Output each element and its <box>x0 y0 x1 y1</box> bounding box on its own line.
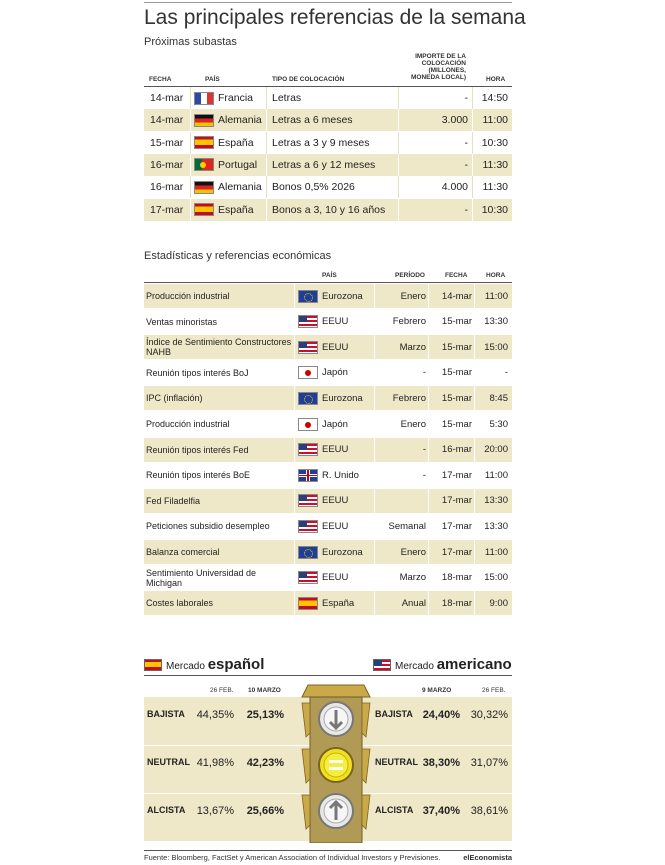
auction-hour: 14:50 <box>481 92 508 104</box>
stats-period: Enero <box>400 546 426 558</box>
auction-type: Letras a 3 y 9 meses <box>272 136 370 149</box>
eu-flag-icon <box>298 546 318 559</box>
stats-header-date: FECHA <box>445 272 468 279</box>
stats-country: Japón <box>322 367 348 379</box>
stats-header-hour: HORA <box>486 272 506 279</box>
stats-hour: 9:00 <box>489 597 508 609</box>
stats-hour: 11:00 <box>484 469 508 481</box>
auctions-header-amount: IMPORTE DE LA COLOCACIÓN (MILLONES, MONEDA LOCAL) <box>410 53 466 81</box>
auction-country: España <box>218 203 254 216</box>
auctions-header-hour: HORA <box>486 76 506 83</box>
stats-hour: 15:00 <box>484 341 508 353</box>
stats-hour: - <box>504 367 508 379</box>
us-flag-icon <box>298 443 318 456</box>
stats-date: 16-mar <box>441 444 472 456</box>
auction-row <box>144 109 512 131</box>
stats-country: EEUU <box>322 520 349 532</box>
es-flag-icon <box>194 136 214 149</box>
auction-amount: 4.000 <box>441 181 468 194</box>
jp-flag-icon <box>298 418 318 431</box>
stats-date: 15-mar <box>441 316 472 328</box>
auction-type: Bonos a 3, 10 y 16 años <box>272 203 386 216</box>
pt-flag-icon <box>194 158 214 171</box>
stats-period: Febrero <box>392 316 426 328</box>
stats-row <box>144 514 512 538</box>
spain-sentiment-label: ALCISTA <box>147 805 186 815</box>
auction-amount: - <box>464 158 468 171</box>
auction-type: Letras <box>272 92 302 104</box>
stats-period: - <box>422 469 426 481</box>
stats-period: Enero <box>400 418 426 430</box>
spain-market-prefix: Mercado <box>166 661 205 672</box>
stats-period: - <box>422 367 426 379</box>
auctions-subtitle: Próximas subastas <box>144 36 237 48</box>
usa-value-prev: 38,61% <box>470 805 508 817</box>
stats-period: Anual <box>401 597 426 609</box>
stats-row <box>144 463 512 487</box>
stats-date: 17-mar <box>441 520 472 532</box>
stats-indicator: Ventas minoristas <box>146 316 218 327</box>
stats-hour: 13:30 <box>484 520 508 532</box>
spain-sentiment-label: NEUTRAL <box>147 757 190 767</box>
stats-period: Febrero <box>392 392 426 404</box>
stats-row <box>144 310 512 334</box>
stats-row <box>144 489 512 513</box>
spain-col-prev: 26 FEB. <box>210 687 234 694</box>
stats-date: 17-mar <box>441 546 472 558</box>
usa-col-prev: 26 FEB. <box>482 687 506 694</box>
usa-value-prev: 31,07% <box>470 757 508 769</box>
stats-date: 17-mar <box>441 469 472 481</box>
auction-date: 15-mar <box>150 136 184 149</box>
stats-period: - <box>422 444 426 456</box>
stats-country: EEUU <box>322 495 349 507</box>
auction-type: Letras a 6 meses <box>272 114 353 127</box>
stats-indicator: Reunión tipos interés BoE <box>146 470 251 481</box>
auction-row <box>144 87 512 109</box>
eu-flag-icon <box>298 392 318 405</box>
markets-rule <box>144 675 512 676</box>
stats-row <box>144 412 512 436</box>
stats-row <box>144 591 512 615</box>
usa-value-curr: 38,30% <box>422 757 460 769</box>
stats-date: 18-mar <box>441 597 472 609</box>
stats-indicator: Costes laborales <box>146 598 214 609</box>
stats-date: 18-mar <box>441 572 472 584</box>
stats-hour: 20:00 <box>484 444 508 456</box>
stats-country: Japón <box>322 418 348 430</box>
de-flag-icon <box>194 114 214 127</box>
jp-flag-icon <box>298 366 318 379</box>
auction-country: Francia <box>218 92 254 104</box>
auction-amount: - <box>464 92 468 104</box>
fr-flag-icon <box>194 92 214 105</box>
stats-indicator: Producción industrial <box>146 291 230 301</box>
stats-indicator: Producción industrial <box>146 419 230 429</box>
spain-value-curr: 25,66% <box>246 805 284 817</box>
auction-row <box>144 154 512 176</box>
usa-sentiment-label: BAJISTA <box>375 709 413 719</box>
stats-header-country: PAÍS <box>322 272 337 279</box>
stats-indicator: Fed Filadelfia <box>146 495 201 506</box>
stats-country: EEUU <box>322 316 349 328</box>
usa-flag-icon <box>373 659 391 671</box>
footer-brand: elEconomista <box>463 853 512 862</box>
usa-value-curr: 24,40% <box>422 709 460 721</box>
auction-country: España <box>218 136 254 149</box>
spain-value-curr: 42,23% <box>246 757 284 769</box>
stats-hour: 15:00 <box>484 572 508 584</box>
auction-amount: - <box>464 136 468 149</box>
auction-hour: 11:30 <box>482 181 508 194</box>
es-flag-icon <box>194 203 214 216</box>
auction-row <box>144 199 512 221</box>
stats-indicator: Reunión tipos interés BoJ <box>146 367 249 378</box>
auction-hour: 11:00 <box>482 114 508 127</box>
auction-date: 14-mar <box>150 92 184 104</box>
stats-hour: 11:00 <box>484 546 508 558</box>
stats-indicator: Índice de Sentimiento Constructores NAHB <box>146 337 292 358</box>
footer-source: Fuente: Bloomberg, FactSet y American Association of Individual Investors y Previsiones. <box>144 853 441 862</box>
stats-country: EEUU <box>322 341 349 353</box>
auction-hour: 10:30 <box>481 203 508 216</box>
auction-type: Letras a 6 y 12 meses <box>272 158 376 171</box>
stats-hour: 8:45 <box>489 392 508 404</box>
stats-row <box>144 540 512 564</box>
traffic-light <box>300 683 372 843</box>
stats-country: R. Unido <box>322 469 359 481</box>
stats-header-rule <box>144 282 512 283</box>
usa-value-curr: 37,40% <box>422 805 460 817</box>
eu-flag-icon <box>298 290 318 303</box>
stats-row <box>144 438 512 462</box>
stats-period: Marzo <box>399 572 426 584</box>
auction-hour: 10:30 <box>481 136 508 149</box>
auction-row <box>144 176 512 198</box>
stats-country: Eurozona <box>322 392 363 404</box>
stats-date: 17-mar <box>441 495 472 507</box>
stats-country: España <box>322 597 355 609</box>
auction-type: Bonos 0,5% 2026 <box>272 181 355 194</box>
us-flag-icon <box>298 520 318 533</box>
stats-indicator: IPC (inflación) <box>146 393 203 404</box>
spain-value-prev: 13,67% <box>196 805 234 817</box>
stats-date: 15-mar <box>441 367 472 379</box>
auctions-header-date: FECHA <box>149 76 172 83</box>
auction-country: Alemania <box>218 114 262 127</box>
auction-country: Portugal <box>218 158 258 171</box>
stats-period: Enero <box>400 290 426 302</box>
stats-hour: 11:00 <box>484 290 508 302</box>
stats-country: EEUU <box>322 572 349 584</box>
us-flag-icon <box>298 571 318 584</box>
spain-value-curr: 25,13% <box>246 709 284 721</box>
stats-country: Eurozona <box>322 290 363 302</box>
stats-country: Eurozona <box>322 546 363 558</box>
stats-date: 15-mar <box>441 341 472 353</box>
us-flag-icon <box>298 315 318 328</box>
stats-date: 14-mar <box>441 290 472 302</box>
spain-value-prev: 44,35% <box>196 709 234 721</box>
spain-sentiment-label: BAJISTA <box>147 709 185 719</box>
title-rule <box>144 2 512 3</box>
traffic-light-graphic <box>300 683 372 843</box>
usa-market-label: americano <box>436 656 512 673</box>
auction-country: Alemania <box>218 181 262 194</box>
auction-hour: 11:30 <box>482 158 508 171</box>
spain-market-header <box>144 656 264 673</box>
usa-sentiment-label: ALCISTA <box>375 805 414 815</box>
auction-date: 16-mar <box>150 181 184 194</box>
usa-market-prefix: Mercado <box>395 661 434 672</box>
stats-row <box>144 361 512 385</box>
usa-col-curr: 9 MARZO <box>422 687 452 694</box>
stats-row <box>144 566 512 590</box>
stats-hour: 5:30 <box>489 418 508 430</box>
spain-flag-icon <box>144 659 162 671</box>
auctions-header-type: TIPO DE COLOCACIÓN <box>272 76 345 83</box>
de-flag-icon <box>194 181 214 194</box>
auction-amount: - <box>464 203 468 216</box>
stats-indicator: Reunión tipos interés Fed <box>146 444 249 455</box>
stats-row <box>144 284 512 308</box>
stats-indicator: Sentimiento Universidad de Michigan <box>146 567 257 588</box>
stats-header-period: PERÍODO <box>395 272 425 279</box>
footer <box>144 850 512 862</box>
stats-date: 15-mar <box>441 392 472 404</box>
stats-period: Semanal <box>388 520 426 532</box>
us-flag-icon <box>298 494 318 507</box>
usa-sentiment-label: NEUTRAL <box>375 757 418 767</box>
stats-hour: 13:30 <box>484 495 508 507</box>
spain-market-label: español <box>207 656 265 673</box>
auction-date: 17-mar <box>150 203 184 216</box>
page-title: Las principales referencias de la semana <box>144 6 526 29</box>
stats-indicator: Balanza comercial <box>146 547 220 557</box>
auctions-header-country: PAÍS <box>205 76 220 83</box>
stats-subtitle: Estadísticas y referencias económicas <box>144 250 332 262</box>
usa-value-prev: 30,32% <box>470 709 508 721</box>
us-flag-icon <box>298 341 318 354</box>
auction-row <box>144 132 512 154</box>
es-flag-icon <box>298 597 318 610</box>
auction-date: 14-mar <box>150 114 184 127</box>
auction-date: 16-mar <box>150 158 184 171</box>
stats-row <box>144 386 512 410</box>
stats-indicator: Peticiones subsidio desempleo <box>146 521 270 532</box>
spain-col-curr: 10 MARZO <box>248 687 281 694</box>
usa-market-header <box>373 656 512 673</box>
stats-date: 15-mar <box>441 418 472 430</box>
spain-value-prev: 41,98% <box>196 757 234 769</box>
stats-hour: 13:30 <box>484 316 508 328</box>
auction-amount: 3.000 <box>441 114 468 127</box>
stats-row <box>144 335 512 359</box>
stats-period: Marzo <box>399 341 426 353</box>
stats-country: EEUU <box>322 444 349 456</box>
uk-flag-icon <box>298 469 318 482</box>
